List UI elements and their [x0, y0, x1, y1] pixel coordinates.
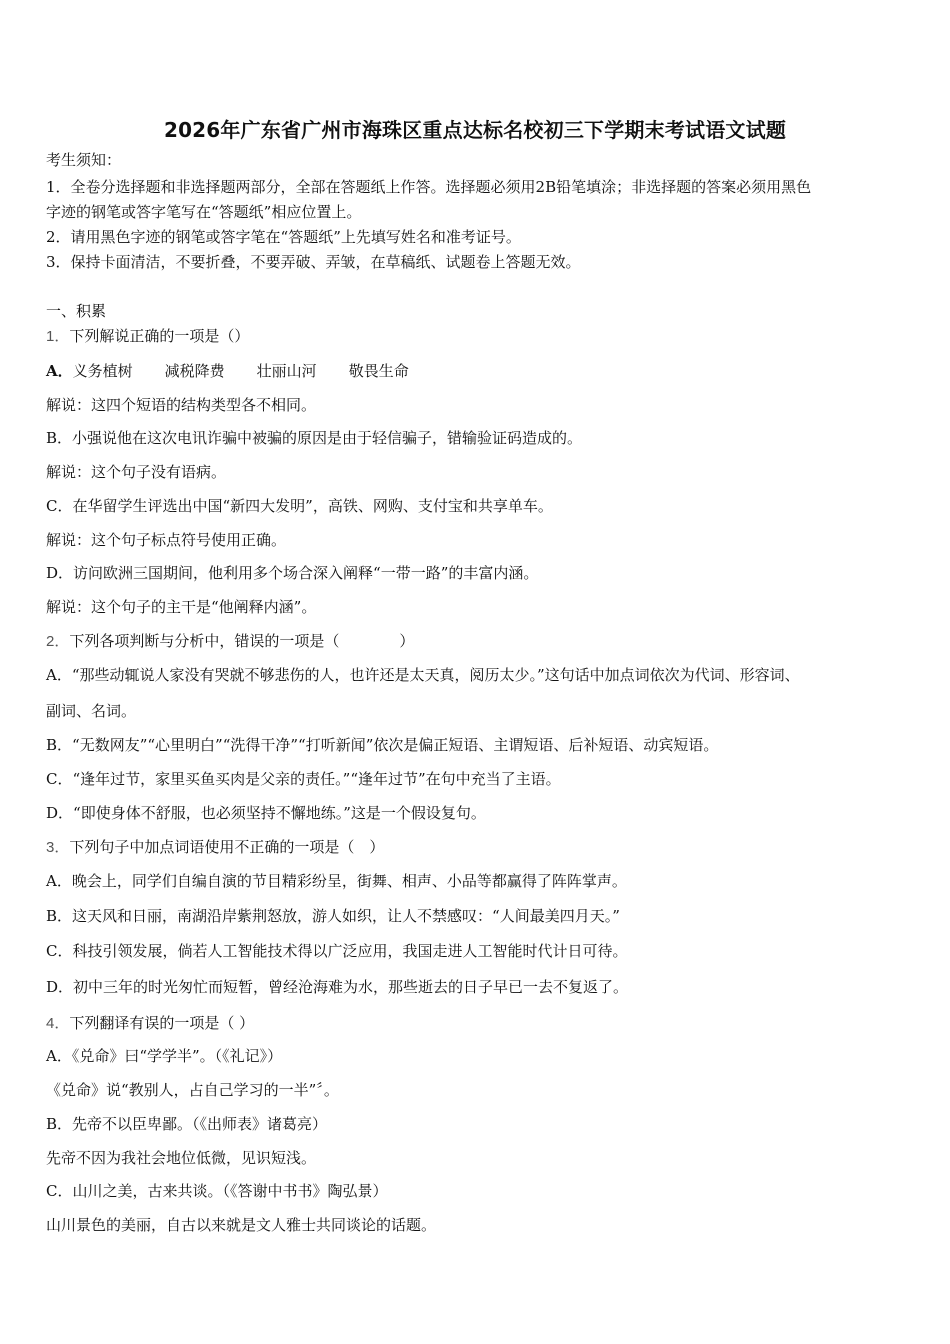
q1-option-b: B．小强说他在这次电讯诈骗中被骗的原因是由于轻信骗子，错输验证码造成的。 — [46, 429, 583, 447]
q1-explanation-d: 解说：这个句子的主干是“他阐释内涵”。 — [46, 598, 317, 616]
question-number: 1． — [46, 328, 70, 345]
q4-option-c: C．山川之美，古来共谈。（《答谢中书书》陶弘景） — [46, 1182, 388, 1200]
q1-explanation-b: 解说：这个句子没有语病。 — [46, 463, 227, 481]
notice-item: 3．保持卡面清洁，不要折叠，不要弄破、弄皱，在草稿纸、试题卷上答题无效。 — [46, 253, 581, 271]
section-heading: 一、积累 — [46, 302, 107, 320]
notice-item: 2．请用黑色字迹的钢笔或答字笔在“答题纸”上先填写姓名和准考证号。 — [46, 228, 521, 246]
q3-option-a: A．晚会上，同学们自编自演的节目精彩纷呈，街舞、相声、小品等都赢得了阵阵掌声。 — [46, 872, 627, 890]
q1-explanation-a: 解说：这四个短语的结构类型各不相同。 — [46, 396, 317, 414]
phrase: 减税降费 — [164, 362, 225, 380]
option-label: A． — [46, 362, 73, 380]
q2-option-a: A．“那些动辄说人家没有哭就不够悲伤的人，也许还是太天真，阅历太少。”这句话中加点词依次为代词、形容词、 — [46, 666, 800, 684]
question-3-stem: 3．下列句子中加点词语使用不正确的一项是（ ） — [46, 838, 385, 856]
q2-option-c: C．“逢年过节，家里买鱼买肉是父亲的责任。”“逢年过节”在句中充当了主语。 — [46, 770, 561, 788]
q4-option-a: A．《兑命》曰“学学半”。（《礼记》） — [46, 1047, 283, 1065]
notice-item: 字迹的钢笔或答字笔写在“答题纸”相应位置上。 — [46, 203, 362, 221]
q1-option-c: C．在华留学生评选出中国“新四大发明”，高铁、网购、支付宝和共享单车。 — [46, 497, 553, 515]
question-number: 3． — [46, 839, 70, 856]
q2-option-a-cont: 副词、名词。 — [46, 702, 137, 720]
phrase: 义务植树 — [72, 362, 133, 380]
q4-translation-a: 《兑命》说“教别人，占自己学习的一半”〞。 — [46, 1081, 339, 1099]
q2-option-b: B．“无数网友”“心里明白”“洗得干净”“打听新闻”依次是偏正短语、主谓短语、后补短语、动宾短语。 — [46, 736, 719, 754]
question-2-stem: 2．下列各项判断与分析中，错误的一项是（ ） — [46, 632, 415, 650]
question-1-stem: 1．下列解说正确的一项是（） — [46, 327, 250, 345]
q3-option-b: B．这天风和日丽，南湖沿岸紫荆怒放，游人如织，让人不禁感叹：“人间最美四月天。” — [46, 907, 620, 925]
q4-translation-b: 先帝不因为我社会地位低微，见识短浅。 — [46, 1149, 317, 1167]
question-number: 2． — [46, 633, 70, 650]
q4-option-b: B．先帝不以臣卑鄙。（《出师表》诸葛亮） — [46, 1115, 328, 1133]
page-title: 2026年广东省广州市海珠区重点达标名校初三下学期末考试语文试题 — [163, 118, 787, 142]
notice-heading: 考生须知： — [46, 151, 122, 169]
q2-option-d: D．“即使身体不舒服，也必须坚持不懈地练。”这是一个假设复句。 — [46, 804, 486, 822]
q3-option-c: C．科技引领发展，倘若人工智能技术得以广泛应用，我国走进人工智能时代计日可待。 — [46, 942, 628, 960]
question-4-stem: 4．下列翻译有误的一项是（ ） — [46, 1014, 255, 1032]
q1-explanation-c: 解说：这个句子标点符号使用正确。 — [46, 531, 287, 549]
phrase: 壮丽山河 — [256, 362, 317, 380]
q3-option-d: D．初中三年的时光匆忙而短暂，曾经沧海难为水，那些逝去的日子早已一去不复返了。 — [46, 978, 629, 996]
phrase: 敬畏生命 — [348, 362, 409, 380]
q1-option-a — [46, 361, 409, 381]
question-number: 4． — [46, 1015, 70, 1032]
q4-translation-c: 山川景色的美丽，自古以来就是文人雅士共同谈论的话题。 — [46, 1216, 437, 1234]
q1-option-d: D．访问欧洲三国期间，他利用多个场合深入阐释“一带一路”的丰富内涵。 — [46, 564, 539, 582]
notice-item: 1．全卷分选择题和非选择题两部分，全部在答题纸上作答。选择题必须用2B铅笔填涂；非选择题的答案必须用黑色 — [46, 178, 812, 196]
